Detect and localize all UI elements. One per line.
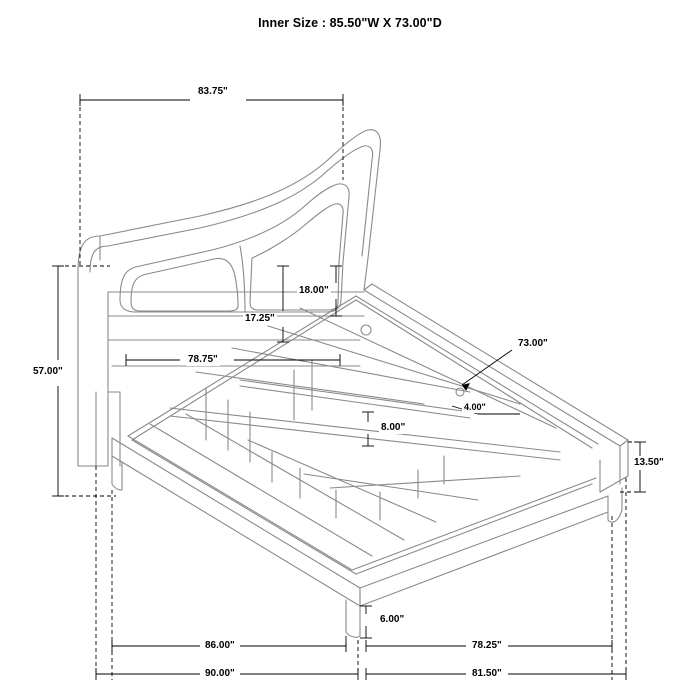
dim-overall-width: 81.50" <box>472 668 502 679</box>
dim-overall-height: 57.00" <box>33 366 63 377</box>
page-title: Inner Size : 85.50"W X 73.00"D <box>258 16 442 30</box>
dim-leg-height: 6.00" <box>380 614 405 625</box>
dim-headboard-inner-width: 78.75" <box>188 354 218 365</box>
dim-rail-height: 8.00" <box>381 422 406 433</box>
dim-panel-inner-height: 17.25" <box>245 313 275 324</box>
dim-footboard-width: 78.25" <box>472 640 502 651</box>
dim-overall-length: 90.00" <box>205 668 235 679</box>
dim-bed-depth: 73.00" <box>518 338 548 349</box>
dim-panel-height: 18.00" <box>299 285 329 296</box>
dim-footboard-height: 13.50" <box>634 457 664 468</box>
dim-side-length-inner: 86.00" <box>205 640 235 651</box>
dim-headboard-width: 83.75" <box>198 86 228 97</box>
dim-slat-thickness: 4.00" <box>464 402 486 412</box>
